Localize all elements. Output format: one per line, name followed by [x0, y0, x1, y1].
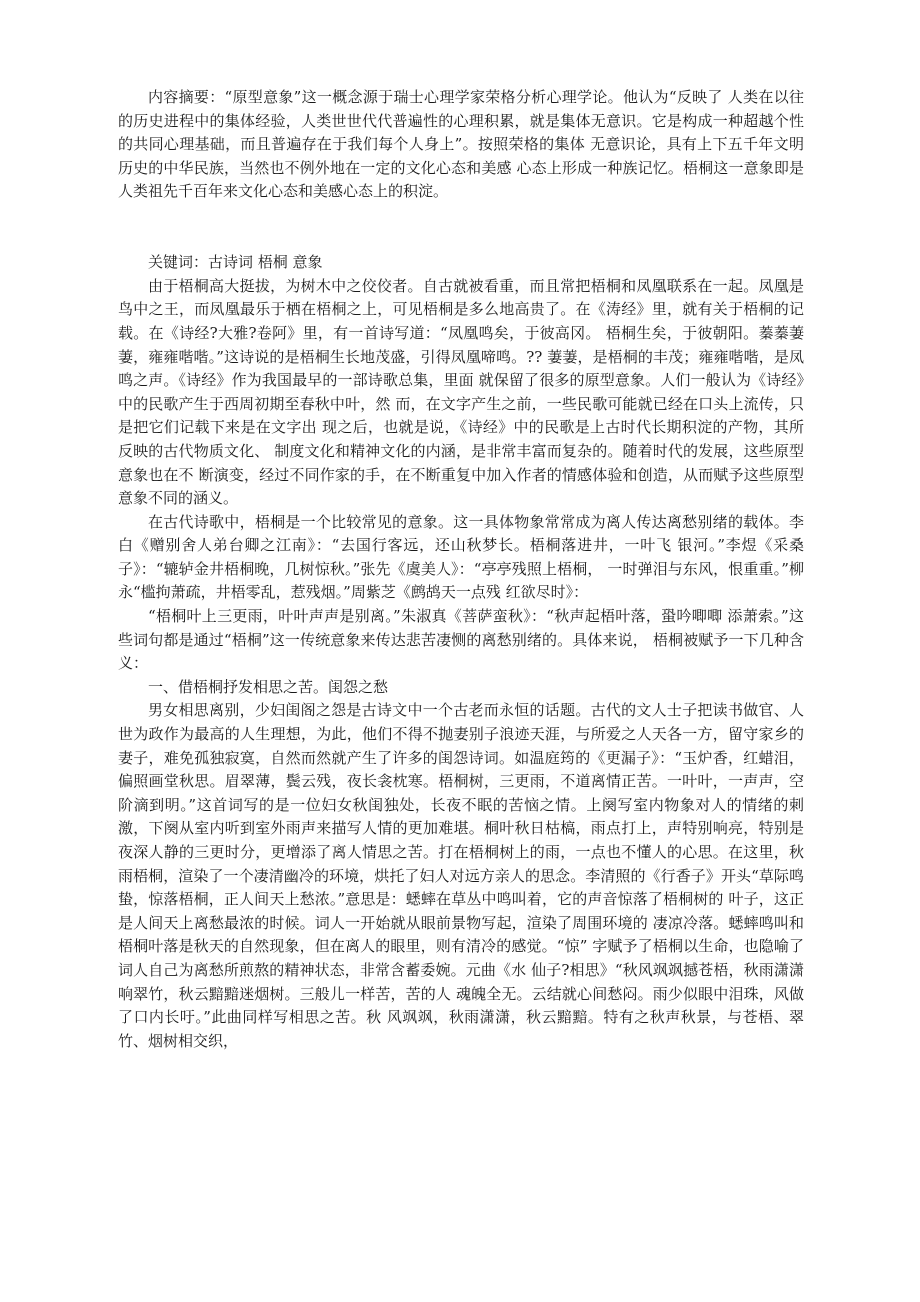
body-paragraph-2: 在古代诗歌中，梧桐是一个比较常见的意象。这一具体物象常常成为离人传达离愁别绪的载体。李白《赠别舍人弟台卿之江南》：“去国行客远，还山秋梦长。梧桐落进井，一叶飞 银河。”李煜《采桑子》：“辘轳金井梧桐晚，几树惊秋。”张先《虞美人》：“亭亭残照上梧桐， 一时弹泪与东风，恨重重。”柳永“槛拘萧疏，井梧零乱，惹残烟。”周紫芝《鹧鸪天一点残 红欲尽时》：	[118, 512, 804, 602]
blank-line	[118, 228, 804, 252]
keywords-line: 关键词：古诗词 梧桐 意象	[148, 253, 323, 272]
abstract-paragraph: 内容摘要：“原型意象”这一概念源于瑞士心理学家荣格分析心理学论。他认为“反映了 人类在以往的历史进程中的集体经验，人类世世代代普遍性的心理积累，就是集体无意识。它是构成一种超越个性的共同心理基础，而且普遍存在于我们每个人身上”。按照荣格的集体 无意识论，具有上下五千年文明历史的中华民族，当然也不例外地在一定的文化心态和美感 心态上形成一种族记忆。梧桐这一意象即是人类祖先千百年来文化心态和美感心态上的积淀。	[118, 88, 804, 201]
document-body	[118, 86, 804, 1053]
section-heading-1: 一、借梧桐抒发相思之苦。闺怨之愁	[148, 677, 389, 696]
body-paragraph-1: 由于梧桐高大挺拔，为树木中之佼佼者。自古就被看重，而且常把梧桐和凤凰联系在一起。凤凰是鸟中之王，而凤凰最乐于栖在梧桐之上，可见梧桐是多么地高贵了。在《涛经》里，就有关于梧桐的记载。在《诗经?大雅?卷阿》里，有一首诗写道：“凤凰鸣矣，于彼高冈。 梧桐生矣，于彼朝阳。蓁蓁萋萋，雍雍喈喈。”这诗说的是梧桐生长地茂盛，引得凤凰啼鸣。?? 萋萋，是梧桐的丰茂；雍雍喈喈，是凤鸣之声。《诗经》作为我国最早的一部诗歌总集，里面 就保留了很多的原型意象。人们一般认为《诗经》中的民歌产生于西周初期至春秋中叶，然 而，在文字产生之前，一些民歌可能就已经在口头上流传，只是把它们记载下来是在文字出 现之后，也就是说，《诗经》中的民歌是上古时代长期积淀的产物，其所反映的古代物质文化、 制度文化和精神文化的内涵，是非常丰富而复杂的。随着时代的发展，这些原型意象也在不 断演变，经过不同作家的手，在不断重复中加入作者的情感体验和创造，从而赋予这些原型 意象不同的涵义。	[118, 276, 804, 508]
body-paragraph-4: 男女相思离别，少妇闺阁之怨是古诗文中一个古老而永恒的话题。古代的文人士子把读书做官、人世为政作为最高的人生理想，为此，他们不得不抛妻别子浪迹天涯，与所爱之人天各一方，留守家乡的妻子，难免孤独寂寞，自然而然就产生了许多的闺怨诗词。如温庭筠的《更漏子》：“玉炉香，红蜡泪，偏照画堂秋思。眉翠薄，鬓云残，夜长衾枕寒。梧桐树，三更雨，不道离情正苦。一叶叶，一声声，空阶滴到明。”这首词写的是一位妇女秋闺独处，长夜不眠的苦恼之情。上阕写室内物象对人的情绪的刺激，下阕从室内听到室外雨声来描写人情的更加难堪。桐叶秋日枯槁，雨点打上，声特别响亮，特别是夜深人静的三更时分，更增添了离人情思之苦。打在梧桐树上的雨，一点也不懂人的心思。在这里，秋雨梧桐，渲染了一个凄清幽冷的环境，烘托了妇人对远方亲人的思念。李清照的《行香子》开头“草际鸣蛰，惊落梧桐，正人间天上愁浓。”意思是：蟋蟀在草丛中鸣叫着，它的声音惊落了梧桐树的 叶子，这正是人间天上离愁最浓的时候。词人一开始就从眼前景物写起，渲染了周围环境的 凄凉冷落。蟋蟀鸣叫和梧桐叶落是秋天的自然现象，但在离人的眼里，则有清冷的感觉。“惊” 字赋予了梧桐以生命，也隐喻了词人自己为离愁所煎熬的精神状态，非常含蓄委婉。元曲《水 仙子?相思》“秋风飒飒撼苍梧，秋雨潇潇响翠竹，秋云黯黯迷烟树。三般儿一样苦，苦的人 魂魄全无。云结就心间愁闷。雨少似眼中泪珠，风做了口内长吁。”此曲同样写相思之苦。秋 风飒飒，秋雨潇潇，秋云黯黯。特有之秋声秋景，与苍梧、翠竹、烟树相交织，	[118, 701, 804, 1050]
body-paragraph-3: “梧桐叶上三更雨，叶叶声声是别离。”朱淑真《菩萨蛮秋》：“秋声起梧叶落，蛩吟唧唧 添萧索。”这些词句都是通过“梧桐”这一传统意象来传达悲苦凄恻的离愁别绪的。具体来说， 梧桐被赋予一下几种含义：	[118, 607, 804, 673]
blank-line	[118, 204, 804, 228]
